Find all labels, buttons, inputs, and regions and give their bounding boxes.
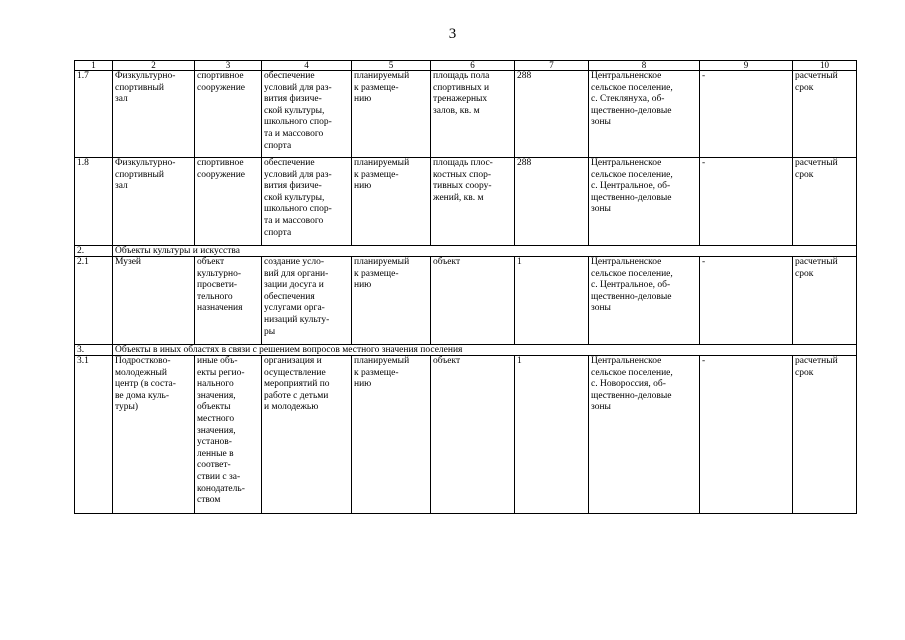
table-cell: 3.1 [75,356,113,514]
table-cell: объект [431,257,515,345]
table-cell: обеспечение условий для раз- вития физиче- ской культуры, школьного спор- та и массового спорта [262,71,352,158]
header-cell: 2 [113,61,195,71]
section-title: Объекты культуры и искусства [113,246,857,257]
table-cell: 1.8 [75,158,113,246]
section-row [75,246,857,257]
table-cell: планируемый к размеще- нию [352,257,431,345]
table-cell: Физкультурно- спортивный зал [113,71,195,158]
table-header-row [75,61,857,71]
header-cell: 3 [195,61,262,71]
header-cell: 9 [700,61,793,71]
table-cell: объект [431,356,515,514]
table-cell: иные объ- екты регио- нального значения, объекты местного значения, установ- ленные в соответ- ствии с за- конодатель- ством [195,356,262,514]
section-number: 2. [75,246,113,257]
table-cell: - [700,71,793,158]
table-cell: площадь пола спортивных и тренажерных залов, кв. м [431,71,515,158]
table-cell: создание усло- вий для органи- зации досуга и обеспечения услугами орга- низаций культу- ры [262,257,352,345]
table-cell: Музей [113,257,195,345]
header-cell: 1 [75,61,113,71]
table-cell: - [700,356,793,514]
table-cell: планируемый к размеще- нию [352,158,431,246]
header-cell: 7 [515,61,589,71]
table-cell: Центральненское сельское поселение, с. Центральное, об- щественно-деловые зоны [589,257,700,345]
section-number: 3. [75,345,113,356]
table-row [75,71,857,158]
table-row [75,257,857,345]
header-cell: 6 [431,61,515,71]
table-cell: расчетный срок [793,356,857,514]
section-title: Объекты в иных областях в связи с решением вопросов местного значения поселения [113,345,857,356]
table-cell: расчетный срок [793,71,857,158]
table-cell: 288 [515,158,589,246]
table-body [75,61,857,514]
table-cell: 1 [515,257,589,345]
table-cell: 288 [515,71,589,158]
table-cell: Центральненское сельское поселение, с. Центральное, об- щественно-деловые зоны [589,158,700,246]
table-cell: площадь плос- костных спор- тивных соору- жений, кв. м [431,158,515,246]
table-cell: спортивное сооружение [195,71,262,158]
planning-table [74,60,857,514]
table-cell: 1.7 [75,71,113,158]
header-cell: 4 [262,61,352,71]
table-cell: обеспечение условий для раз- вития физиче- ской культуры, школьного спор- та и массового спорта [262,158,352,246]
table-cell: 2.1 [75,257,113,345]
page-number: 3 [448,26,457,42]
table-cell: Физкультурно- спортивный зал [113,158,195,246]
table-cell: планируемый к размеще- нию [352,71,431,158]
table-row [75,158,857,246]
table-cell: - [700,257,793,345]
table-cell: расчетный срок [793,257,857,345]
table-cell: спортивное сооружение [195,158,262,246]
section-row [75,345,857,356]
table-row [75,356,857,514]
table-cell: Подростково- молодежный центр (в соста- ве дома куль- туры) [113,356,195,514]
header-cell: 8 [589,61,700,71]
table-cell: Центральненское сельское поселение, с. Стеклянуха, об- щественно-деловые зоны [589,71,700,158]
table-cell: планируемый к размеще- нию [352,356,431,514]
table-cell: Центральненское сельское поселение, с. Новороссия, об- щественно-деловые зоны [589,356,700,514]
header-cell: 5 [352,61,431,71]
table-cell: расчетный срок [793,158,857,246]
table-cell: 1 [515,356,589,514]
table-cell: объект культурно- просвети- тельного назначения [195,257,262,345]
table-cell: - [700,158,793,246]
table-cell: организация и осуществление мероприятий по работе с детьми и молодежью [262,356,352,514]
header-cell: 10 [793,61,857,71]
